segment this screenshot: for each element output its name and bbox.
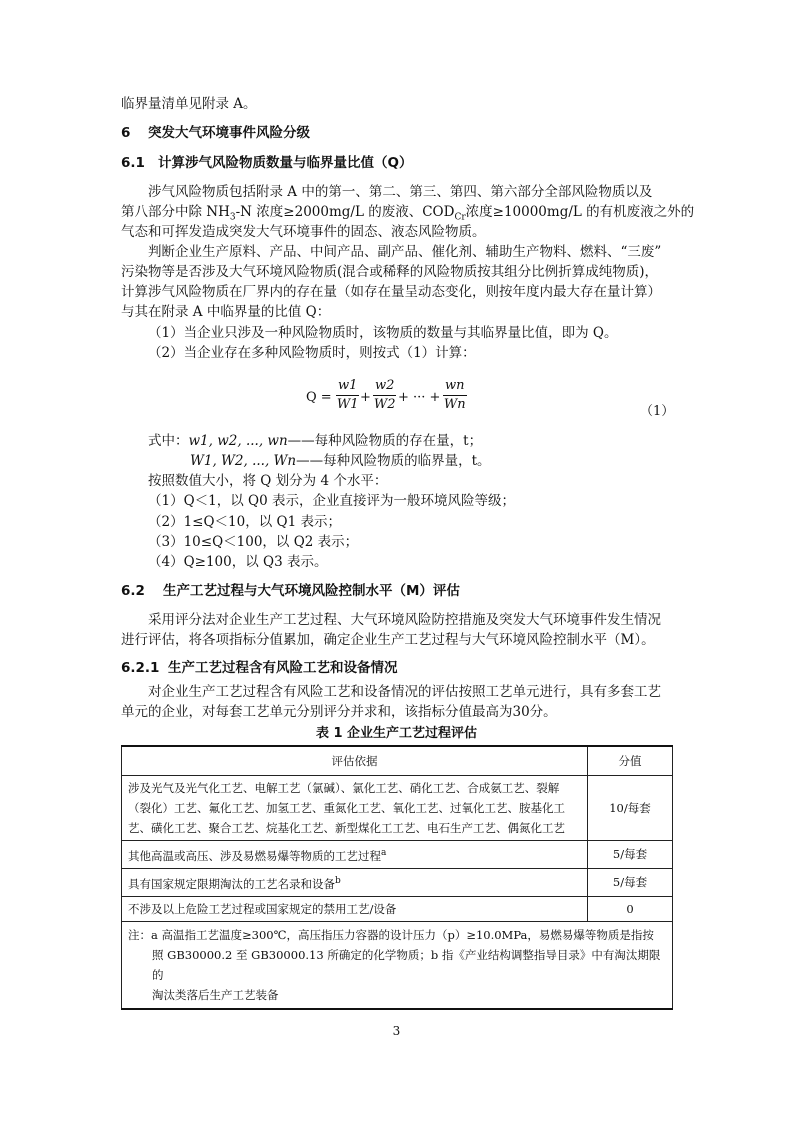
table-cell-score: 5/每套 [588,841,673,869]
heading-number: 6.2.1 [121,660,160,676]
ellipsis-sum: + ··· + [398,390,441,405]
section-heading-6-2-1 [121,658,398,678]
table-cell-basis [122,841,588,869]
footnote-mark: b [335,875,341,886]
paragraph-line: 气态和可挥发造成突发大气环境事件的固态、液态风险物质。 [121,224,486,240]
footnote-mark: a [381,848,387,858]
paragraph-line: 判断企业生产原料、产品、中间产品、副产品、催化剂、辅助生产物料、燃料、“三废” [148,244,662,260]
heading-text: 生产工艺过程与大气环境风险控制水平（M）评估 [163,583,460,599]
note-line: 淘汰类落后生产工艺装备 [152,987,279,1002]
table-cell-score: 10/每套 [588,776,673,841]
section-heading-6 [121,123,310,143]
section-heading-6-2 [121,581,460,601]
fraction-2 [373,378,396,413]
list-item: （3）10≤Q＜100，以 Q2 表示； [148,534,359,550]
numerator: wn [443,378,467,396]
heading-number: 6 [121,125,131,141]
heading-text: 生产工艺过程含有风险工艺和设备情况 [168,660,398,676]
heading-text: 计算涉气风险物质数量与临界量比值（Q） [158,155,413,171]
list-item: （2）当企业存在多种风险物质时，则按式（1）计算： [148,345,476,361]
text-run: ——每种风险物质的临界量，t。 [296,453,491,469]
section-heading-6-1 [121,153,412,173]
table-row [122,868,673,896]
cell-text: 其他高温或高压、涉及易燃易爆等物质的工艺过程 [128,848,381,863]
column-header-basis: 评估依据 [122,746,588,776]
cell-line: （裂化）工艺、氟化工艺、加氢工艺、重氮化工艺、氧化工艺、过氧化工艺、胺基化工 [128,801,565,815]
note-line: 注：a 高温指工艺温度≥300℃，高压指压力容器的设计压力（p）≥10.0MPa，易燃易爆等物质是指按 [128,927,654,942]
table-row [122,841,673,869]
cell-line: 涉及光气及光气化工艺、电解工艺（氯碱）、氯化工艺、硝化工艺、合成氨工艺、裂解 [128,781,560,795]
text-run: 式中： [148,433,189,449]
list-item: （2）1≤Q＜10，以 Q1 表示； [148,514,341,530]
variable-definition [190,451,491,471]
cell-line: 艺、磺化工艺、聚合工艺、烷基化工艺、新型煤化工工艺、电石生产工艺、偶氮化工艺 [128,821,565,835]
numerator: w2 [373,378,396,396]
variable-list: w1, w2, ..., wn [188,433,288,449]
formula-lhs: Q = [306,390,332,405]
denominator: W2 [373,397,396,412]
paragraph-line: 对企业生产工艺过程含有风险工艺和设备情况的评估按照工艺单元进行，具有多套工艺 [148,684,661,700]
plus-sign: + [360,390,371,405]
paragraph-line: 采用评分法对企业生产工艺过程、大气环境风险防控措施及突发大气环境事件发生情况 [148,612,661,628]
note-line: 照 GB30000.2 至 GB30000.13 所确定的化学物质；b 指《产业结构调整指导目录》中有淘汰期限的 [152,947,661,982]
table-caption: 表 1 企业生产工艺过程评估 [315,726,478,741]
variable-list: W1, W2, ..., Wn [190,453,297,469]
variable-definition [148,431,482,451]
page-number: 3 [392,1024,401,1038]
table-header-row [122,746,673,776]
numerator: w1 [336,378,359,396]
text-run: ——每种风险物质的存在量，t； [287,433,483,449]
column-header-score: 分值 [588,746,673,776]
paragraph-line: 临界量清单见附录 A。 [121,96,257,112]
formula-q [0,376,793,426]
paragraph-line: 进行评估，将各项指标分值累加，确定企业生产工艺过程与大气环境风险控制水平（M）。 [121,632,655,648]
fraction-n [443,378,467,413]
heading-number: 6.1 [121,155,145,171]
denominator: Wn [443,397,466,412]
heading-number: 6.2 [121,583,145,599]
list-item: （1）当企业只涉及一种风险物质时，该物质的数量与其临界量比值，即为 Q。 [148,325,618,341]
cell-text: 具有国家规定限期淘汰的工艺名录和设备 [128,876,335,891]
text-run: 第八部分中除 NH [121,204,230,220]
table-row [122,896,673,921]
table-note-row [122,921,673,1009]
subscript: 3 [229,212,236,223]
table-note [122,921,673,1009]
paragraph-line: 计算涉气风险物质在厂界内的存在量（如存在量呈动态变化，则按年度内最大存在量计算） [121,284,661,300]
table-cell-basis [122,868,588,896]
heading-text: 突发大气环境事件风险分级 [148,125,310,141]
table-row [122,776,673,841]
list-item: （4）Q≥100，以 Q3 表示。 [148,554,328,570]
list-item: （1）Q＜1，以 Q0 表示，企业直接评为一般环境风险等级； [148,493,515,509]
paragraph-line: 按照数值大小，将 Q 划分为 4 个水平： [148,473,388,489]
paragraph-line: 涉气风险物质包括附录 A 中的第一、第二、第三、第四、第六部分全部风险物质以及 [148,184,653,200]
table-cell-basis: 不涉及以上危险工艺过程或国家规定的禁用工艺/设备 [122,896,588,921]
process-evaluation-table [121,745,673,1010]
text-run: 浓度≥10000mg/L 的有机废液之外的 [465,204,695,220]
paragraph-line: 单元的企业，对每套工艺单元分别评分并求和，该指标分值最高为30分。 [121,704,557,720]
paragraph-line: 与其在附录 A 中临界量的比值 Q： [121,304,331,320]
table-cell-score: 5/每套 [588,868,673,896]
table-cell-score: 0 [588,896,673,921]
table-cell-basis [122,776,588,841]
text-run: -N 浓度≥2000mg/L 的废液、COD [235,204,455,220]
denominator: W1 [336,397,359,412]
fraction-1 [336,378,359,413]
subscript: Cr [454,212,466,223]
paragraph-line: 污染物等是否涉及大气环境风险物质(混合或稀释的风险物质按其组分比例折算成纯物质)， [121,264,659,280]
equation-number: （1） [640,404,675,419]
